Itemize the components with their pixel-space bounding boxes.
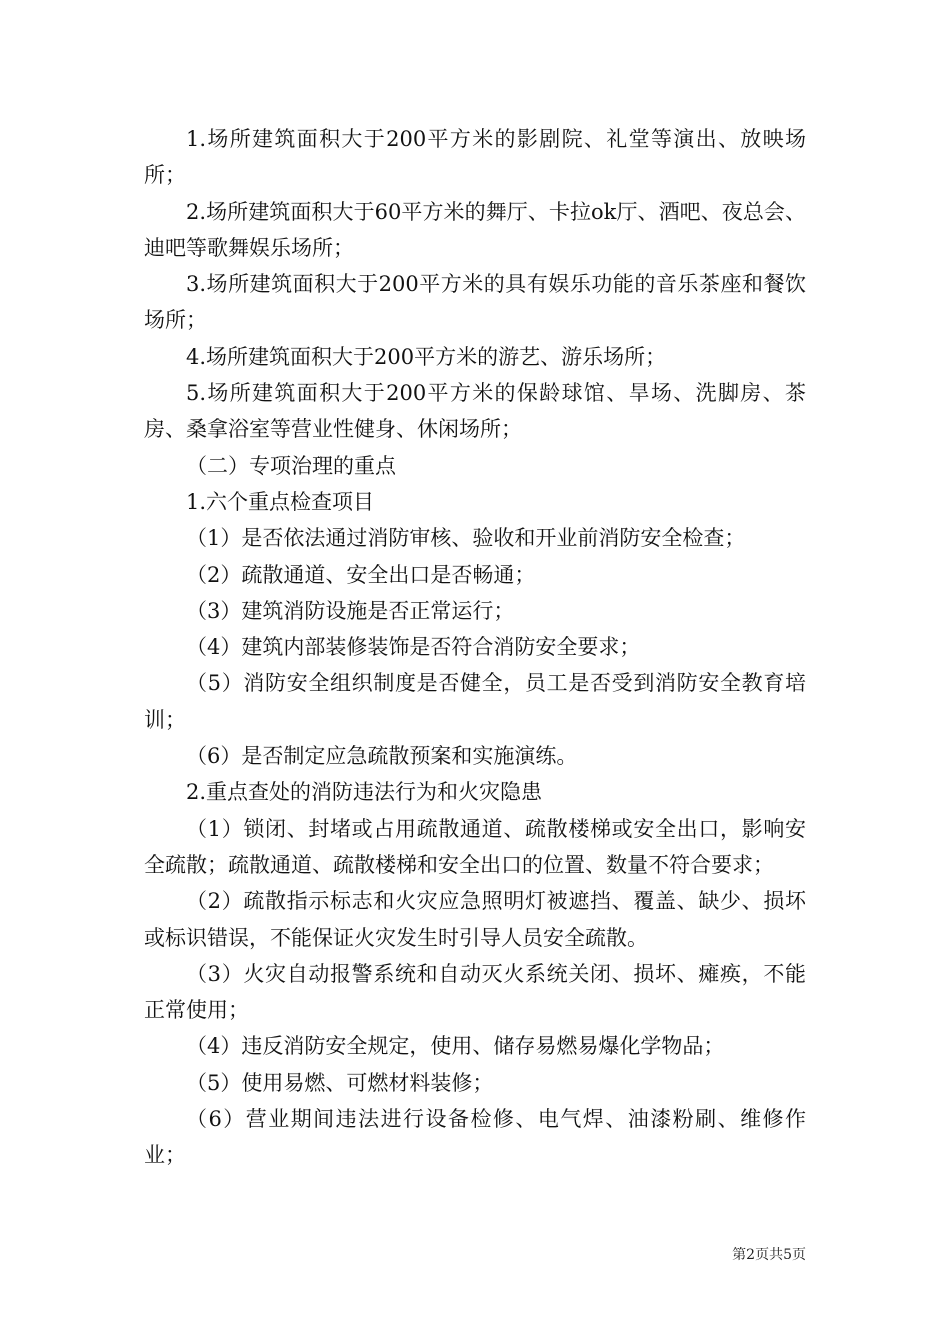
paragraph: 4.场所建筑面积大于200平方米的游艺、游乐场所； xyxy=(186,344,667,369)
list-item: （5）消防安全组织制度是否健全，员工是否受到消防安全教育培训； xyxy=(144,671,806,732)
section-heading: （二）专项治理的重点 xyxy=(186,453,396,478)
list-item: （6）是否制定应急疏散预案和实施演练。 xyxy=(186,744,578,769)
list-item: （1）锁闭、封堵或占用疏散通道、疏散楼梯或安全出口，影响安全疏散；疏散通道、疏散楼梯和安全出口的位置、数量不符合要求； xyxy=(144,816,806,877)
page-number: 第2页共5页 xyxy=(732,1247,806,1263)
list-item: （2）疏散通道、安全出口是否畅通； xyxy=(186,562,536,587)
paragraph: 3.场所建筑面积大于200平方米的具有娱乐功能的音乐茶座和餐饮场所； xyxy=(144,272,806,333)
paragraph: 5.场所建筑面积大于200平方米的保龄球馆、旱场、洗脚房、茶房、桑拿浴室等营业性健身、休闲场所； xyxy=(144,381,806,442)
list-item: （5）使用易燃、可燃材料装修； xyxy=(186,1070,494,1095)
subsection-heading: 2.重点查处的消防违法行为和火灾隐患 xyxy=(186,780,543,805)
list-item: （4）建筑内部装修装饰是否符合消防安全要求； xyxy=(186,635,641,660)
list-item: （4）违反消防安全规定，使用、储存易燃易爆化学物品； xyxy=(186,1034,725,1059)
list-item: （2）疏散指示标志和火灾应急照明灯被遮挡、覆盖、缺少、损坏或标识错误，不能保证火灾发生时引导人员安全疏散。 xyxy=(144,889,806,950)
list-item: （1）是否依法通过消防审核、验收和开业前消防安全检查； xyxy=(186,526,746,551)
list-item: （3）火灾自动报警系统和自动灭火系统关闭、损坏、瘫痪，不能正常使用； xyxy=(144,961,806,1023)
paragraph: 2.场所建筑面积大于60平方米的舞厅、卡拉ok厅、酒吧、夜总会、迪吧等歌舞娱乐场所； xyxy=(144,199,806,260)
document-body xyxy=(144,121,806,1174)
paragraph: 1.场所建筑面积大于200平方米的影剧院、礼堂等演出、放映场所； xyxy=(144,127,806,188)
list-item: （3）建筑消防设施是否正常运行； xyxy=(186,598,515,623)
list-item: （6）营业期间违法进行设备检修、电气焊、油漆粉刷、维修作业； xyxy=(144,1107,806,1168)
subsection-heading: 1.六个重点检查项目 xyxy=(186,489,375,514)
